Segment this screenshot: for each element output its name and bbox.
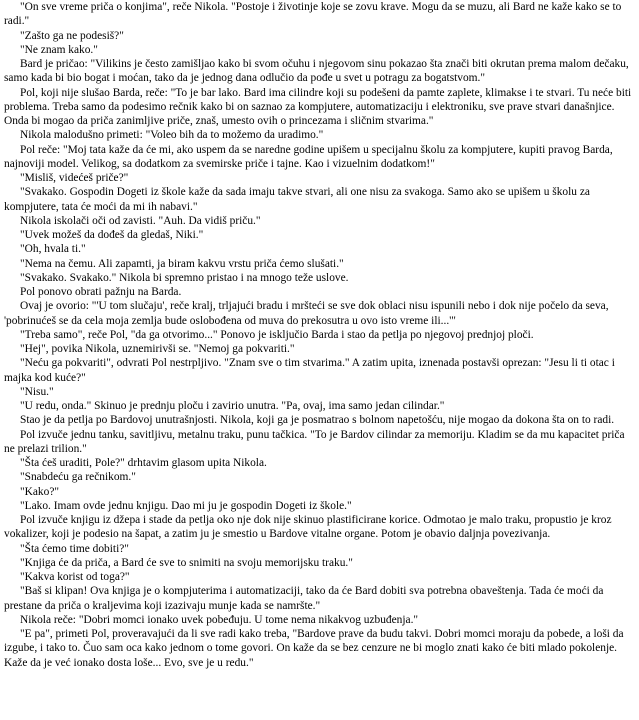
paragraph: "Nisu.": [20, 385, 54, 398]
paragraph: "Oh, hvala ti.": [20, 243, 86, 256]
paragraph: Stao je da petlja po Bardovoj unutrašnjosti. Nikola, koji ga je posmatrao s bolnom napetošću, nije mogao da dokona šta on to radi.: [20, 414, 615, 427]
paragraph: Nikola reče: "Dobri momci ionako uvek pobeđuju. U tome nema nikakvog uzbuđenja.": [20, 613, 419, 626]
paragraph: "Šta ćemo time dobiti?": [20, 542, 129, 555]
paragraph: "Kakva korist od toga?": [20, 571, 130, 583]
paragraph: Nikola iskolači oči od zavisti. "Auh. Da vidiš priču.": [20, 214, 261, 227]
paragraph: Pol izvuče jednu tanku, savitljivu, metalnu traku, punu tačkica. "To je Bardov cilindar za memoriju. Kladim se da mu kapacitet priča ne prelazi trilion.": [4, 428, 625, 455]
paragraph: "On sve vreme priča o konjima", reče Nikola. "Postoje i životinje koje se zovu krave. Mogu da se muzu, ali Bard ne kaže kako se to radi.": [4, 1, 622, 28]
paragraph: Pol reče: "Moj tata kaže da će mi, ako uspem da se naredne godine upišem u specijalnu školu za kompjutere, kupiti pravog Barda, najnoviji model. Velikog, sa dodatkom za svemirske priče i tajne. Kao i vizuelnim dodatkom!": [4, 143, 613, 170]
paragraph: "Svakako. Gospodin Dogeti iz škole kaže da sada imaju takve stvari, ali one nisu za svakoga. Samo ako se upišem u školu za kompjutere, tata će moći da mi ih nabavi.": [4, 186, 590, 213]
paragraph: "Zašto ga ne podesiš?": [20, 29, 124, 42]
paragraph: "Šta ćeš uraditi, Pole?" drhtavim glasom upita Nikola.: [20, 457, 267, 469]
paragraph: "Knjiga će da priča, a Bard će sve to snimiti na svoju memorijsku traku.": [20, 556, 353, 569]
paragraph: Nikola malodušno primeti: "Voleo bih da to možemo da uradimo.": [20, 129, 324, 142]
paragraph: "Hej", povika Nikola, uznemirivši se. "Nemoj ga pokvariti.": [20, 343, 295, 355]
paragraph: "E pa", primeti Pol, proveravajući da li sve radi kako treba, "Bardove prave da budu takvi. Dobri momci moraju da pobede, a loši da izgube, i tako to. Čuo sam oca kako jednom o tome govori. On kaže da se bez cenzure ne bi moglo znati kako će biti mlado pokolenje. Kaže da je već ionako dosta loše... Evo, sve je u redu.": [4, 628, 624, 669]
paragraph: "Ne znam kako.": [20, 43, 98, 56]
paragraph: "Treba samo", reče Pol, "da ga otvorimo..." Ponovo je isključio Barda i stao da petlja po njegovoj prednjoj ploči.: [20, 328, 534, 341]
paragraph: "Snabdeću ga rečnikom.": [20, 471, 136, 484]
paragraph: "Misliš, videćeš priče?": [20, 172, 129, 184]
paragraph: "Kako?": [20, 485, 60, 498]
paragraph: "U redu, onda." Skinuo je prednju ploču i zavirio unutra. "Pa, ovaj, ima samo jedan cilindar.": [20, 400, 445, 412]
paragraph: "Neću ga pokvariti", odvrati Pol nestrpljivo. "Znam sve o tim stvarima." A zatim upita, iznenada postavši oprezan: "Jesu li ti otac i majka kod kuće?": [4, 357, 615, 384]
paragraph: "Baš si klipan! Ova knjiga je o kompjuterima i automatizaciji, tako da će Bard dobiti sva potrebna obaveštenja. Tada će moći da prestane da priča o kraljevima koji izazivaju munje kada se namršte.": [4, 585, 604, 612]
paragraph: "Uvek možeš da dođeš da gledaš, Niki.": [20, 229, 204, 241]
paragraph: Pol izvuče knjigu iz džepa i stade da petlja oko nje dok nije skinuo plastificirane korice. Odmotao je malo traku, propustio je kroz vokalizer, koji je podesio na šapat, a zatim ju je smestio u Bardove vitalne organe. Potom je obavio daljnja povezivanja.: [4, 514, 612, 541]
paragraph: Bard je pričao: "Vilikins je često zamišljao kako bi svom očuhu i njegovom sinu pokazao šta znači biti okrutan prema malom dečaku, samo kada bi bio bogat i moćan, tako da je jednog dana odlučio da pođe u svet u potragu za bogatstvom.": [4, 58, 629, 85]
paragraph: "Nema na čemu. Ali zapamti, ja biram kakvu vrstu priča ćemo slušati.": [20, 257, 344, 270]
paragraph: Ovaj je ovorio: "'U tom slučaju', reče kralj, trljajući bradu i mršteći se sve dok oblaci nisu ispunili nebo i dok nije počelo da seva, 'pobrinućeš se da cela moja zemlja bude oslobođena od muva do prekosutra u ovo isto vreme ili...'": [4, 300, 609, 327]
paragraph: "Lako. Imam ovde jednu knjigu. Dao mi ju je gospodin Dogeti iz škole.": [20, 499, 352, 512]
paragraph: "Svakako. Svakako." Nikola bi spremno pristao i na mnogo teže uslove.: [20, 271, 349, 284]
paragraph: Pol, koji nije slušao Barda, reče: "To je bar lako. Bard ima cilindre koji su podešeni da pamte zaplete, klimakse i te stvari. Tu neće biti problema. Treba samo da podesimo rečnik kako bi on saznao za kompjutere, automatizaciju i elektroniku, sve prave stvari današnjice. Onda bi mogao da priča zanimljive priče, znaš, umesto ovih o princezama i sličnim stvarima.": [4, 86, 632, 127]
paragraph: Pol ponovo obrati pažnju na Barda.: [20, 286, 182, 298]
